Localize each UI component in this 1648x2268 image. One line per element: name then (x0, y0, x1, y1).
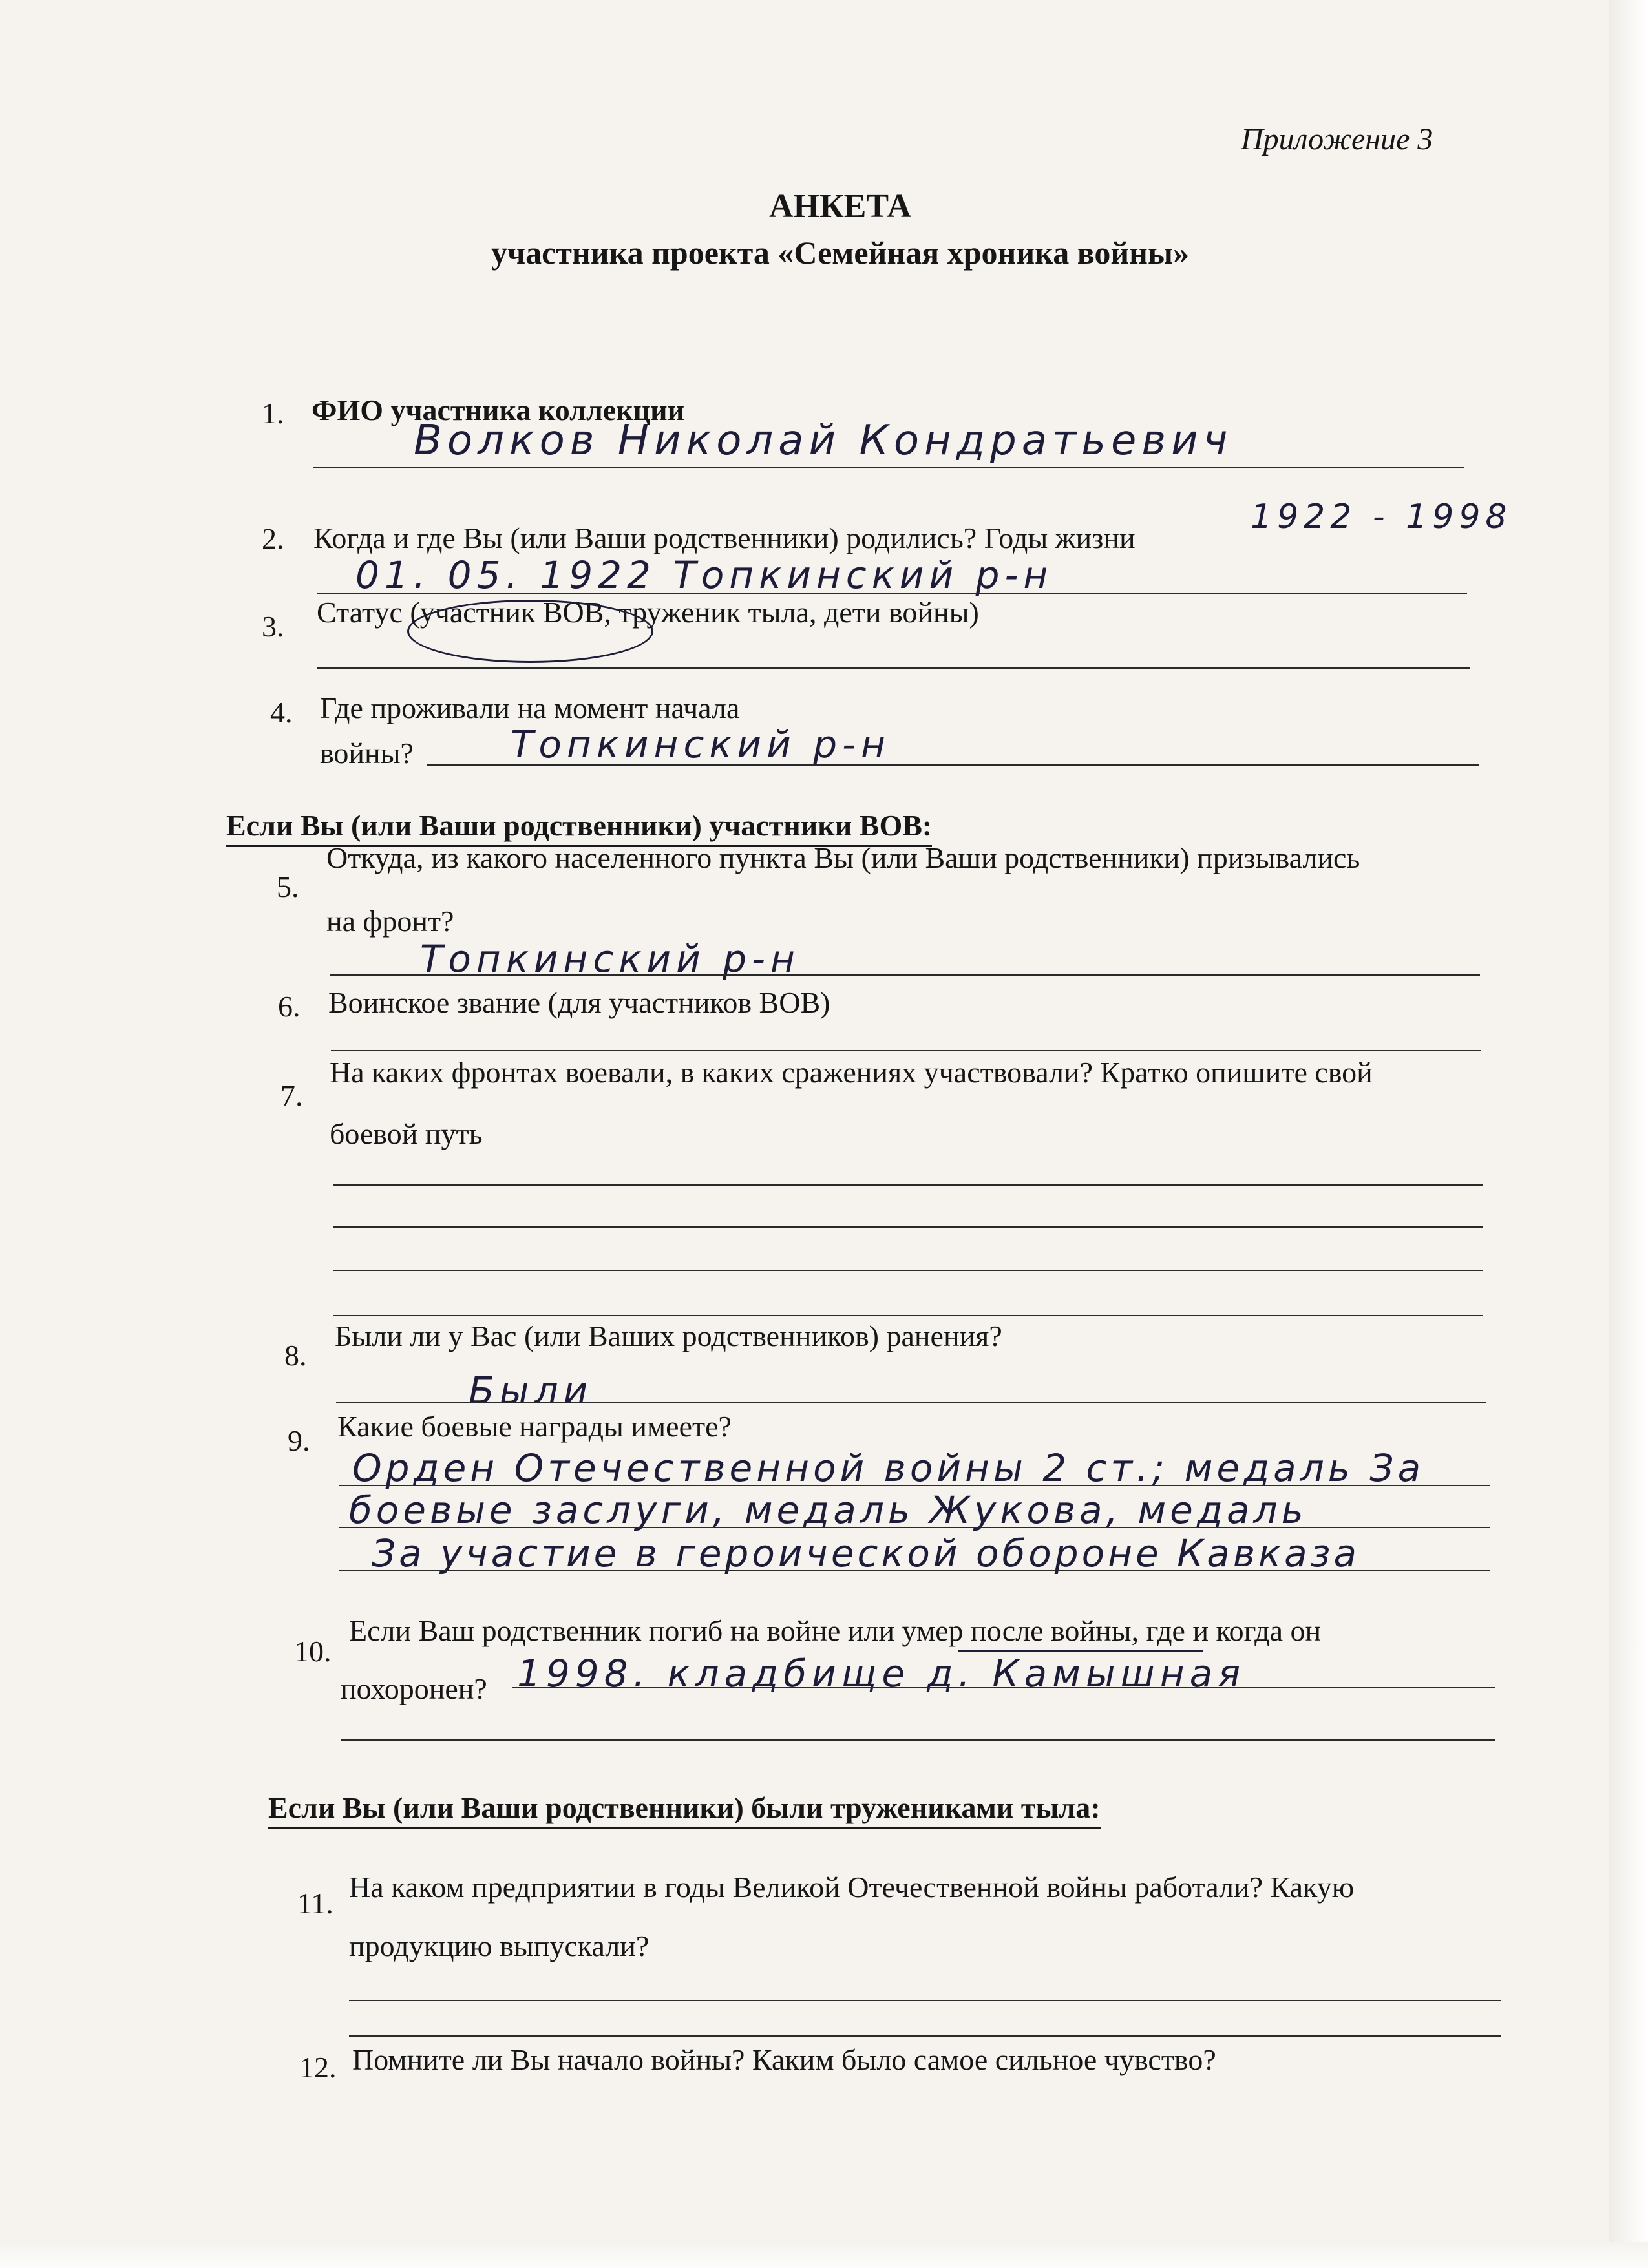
scan-edge-right (1609, 0, 1648, 2268)
answer-burial: 1998. кладбище д. Камышная (517, 1652, 1246, 1696)
form-subtitle: участника проекта «Семейная хроника войны» (491, 235, 1190, 271)
q1-number: 1. (262, 397, 284, 430)
q3-label: Статус (участник ВОВ, труженик тыла, дети войны) (317, 596, 979, 629)
q8-answer-line (336, 1402, 1486, 1403)
answer-awards-line2: боевые заслуги, медаль Жукова, медаль (349, 1488, 1307, 1532)
q7-answer-line-2 (333, 1226, 1483, 1228)
q11-label-line1: На каком предприятии в годы Великой Отечественной войны работали? Какую (349, 1871, 1355, 1904)
answer-awards-line1: Орден Отечественной войны 2 ст.; медаль За (352, 1446, 1425, 1490)
section-home-front-heading: Если Вы (или Ваши родственники) были тружениками тыла: (268, 1790, 1101, 1829)
q10-label-line1: Если Ваш родственник погиб на войне или умер после войны, где и когда он (349, 1614, 1322, 1647)
q2-label: Когда и где Вы (или Ваши родственники) родились? Годы жизни (313, 521, 1136, 554)
answer-residence: Топкинский р-н (511, 722, 891, 766)
q11-label-line2: продукцию выпускали? (349, 1929, 650, 1962)
q5-label-line2: на фронт? (326, 905, 454, 938)
q10-label-line2: похоронен? (341, 1672, 487, 1705)
q9-number: 9. (288, 1424, 310, 1457)
q1-answer-line (313, 467, 1464, 468)
q10-number: 10. (294, 1635, 332, 1668)
q3-answer-line (317, 667, 1470, 669)
q12-number: 12. (299, 2051, 337, 2084)
answer-conscription: Топкинский р-н (420, 937, 800, 981)
q4-answer-line (427, 764, 1479, 766)
section-veterans-heading: Если Вы (или Ваши родственники) участники ВОВ: (226, 808, 932, 847)
q7-answer-line-1 (333, 1184, 1483, 1186)
q4-number: 4. (270, 696, 293, 729)
q9-answer-line-3 (339, 1570, 1490, 1571)
q12-label: Помните ли Вы начало войны? Каким было самое сильное чувство? (352, 2043, 1216, 2076)
q7-answer-line-4 (333, 1315, 1483, 1316)
q7-label-line1: На каких фронтах воевали, в каких сражениях участвовали? Кратко опишите свой (330, 1056, 1373, 1089)
scan-edge-bottom (0, 2242, 1648, 2268)
answer-name: Волков Николай Кондратьевич (414, 417, 1233, 465)
appendix-label: Приложение 3 (1241, 122, 1433, 156)
q11-answer-line-1 (349, 2000, 1501, 2001)
q8-label: Были ли у Вас (или Ваших родственников) ранения? (335, 1319, 1002, 1352)
q10-answer-line-1 (512, 1687, 1495, 1688)
answer-wounds: Были (469, 1369, 593, 1412)
form-title: АНКЕТА (768, 188, 912, 225)
q5-number: 5. (277, 870, 299, 903)
q7-number: 7. (280, 1079, 303, 1112)
q5-label-line1: Откуда, из какого населенного пункта Вы (или Ваши родственники) призывались (326, 841, 1360, 874)
q9-label: Какие боевые награды имеете? (337, 1410, 732, 1443)
q9-answer-line-1 (339, 1485, 1490, 1486)
q11-answer-line-2 (349, 2035, 1501, 2037)
q10-answer-line-2 (341, 1739, 1495, 1741)
q1-label: ФИО участника коллекции (312, 394, 685, 426)
q4-label-line2: войны? (320, 737, 414, 770)
answer-birth: 01. 05. 1922 Топкинский р-н (355, 553, 1053, 597)
q6-label: Воинское звание (для участников ВОВ) (328, 986, 830, 1019)
q7-label-line2: боевой путь (330, 1117, 483, 1150)
q9-answer-line-2 (339, 1527, 1490, 1528)
status-selection-circle (407, 600, 653, 663)
q6-number: 6. (278, 990, 301, 1023)
q4-label-line1: Где проживали на момент начала (320, 691, 740, 724)
q3-number: 3. (262, 610, 284, 643)
q8-number: 8. (284, 1339, 307, 1372)
q11-number: 11. (297, 1887, 333, 1920)
q6-answer-line (331, 1050, 1481, 1051)
answer-awards-line3: За участие в героической обороне Кавказа (372, 1531, 1360, 1575)
answer-life-years: 1922 - 1998 (1251, 498, 1512, 536)
q7-answer-line-3 (333, 1270, 1483, 1271)
q2-number: 2. (262, 522, 284, 555)
q5-answer-line (330, 974, 1480, 976)
